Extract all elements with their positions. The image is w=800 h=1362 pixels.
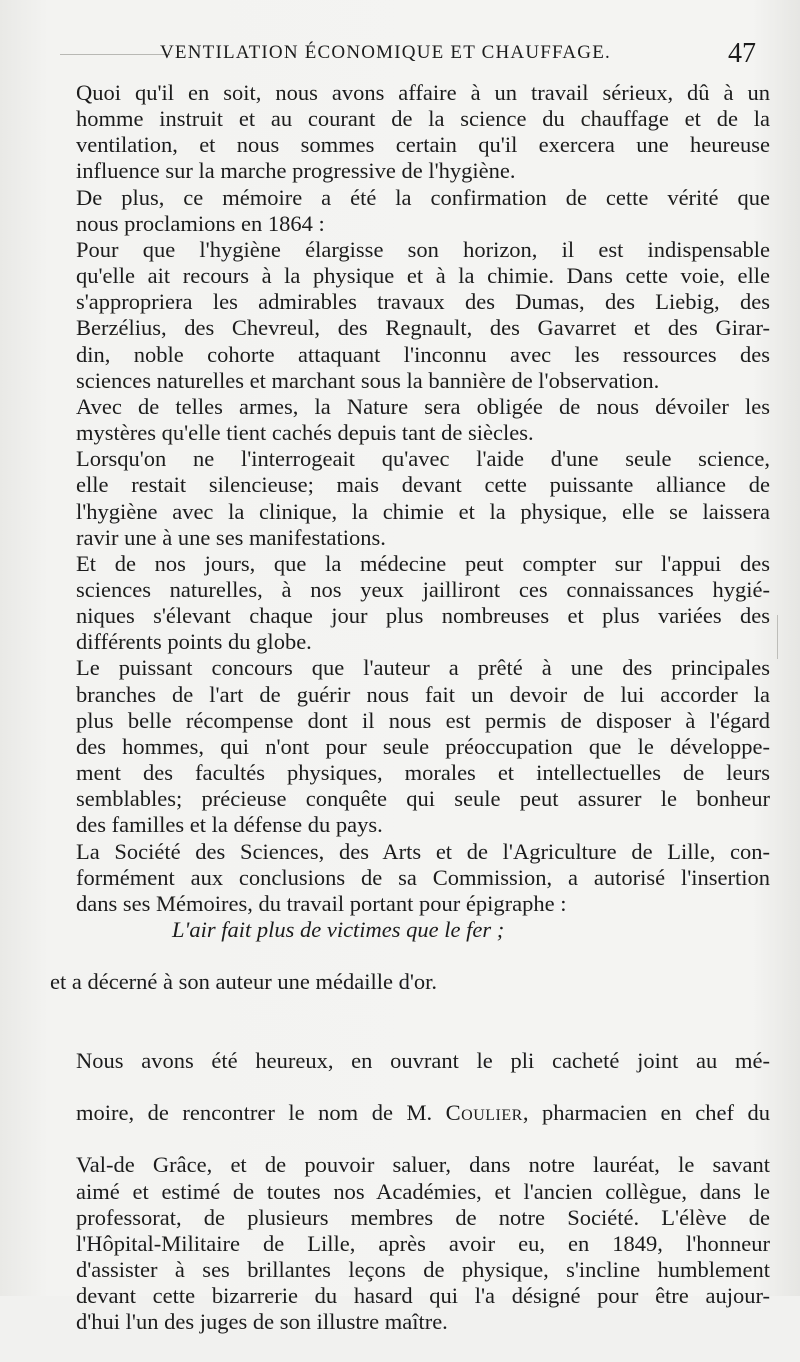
text-line: devant cette bizarrerie du hasard qui l'a désigné pour être aujour-: [76, 1283, 770, 1309]
text-line: l'hygiène avec la clinique, la chimie et la physique, elle se laissera: [76, 498, 770, 524]
final-paragraph-lines: [50, 1152, 770, 1335]
paragraph: [50, 237, 770, 394]
text-line: Le puissant concours que l'auteur a prêté à une des principales: [76, 655, 770, 681]
text-line: s'appropriera les admirables travaux des Dumas, des Liebig, des: [76, 289, 770, 315]
page-number: 47: [728, 38, 756, 69]
text-line: différents points du globe.: [76, 629, 312, 655]
paragraph-final: [50, 1022, 770, 1362]
text-line: ment des facultés physiques, morales et intellectuelles de leurs: [76, 760, 770, 786]
text-line: sciences naturelles et marchant sous la bannière de l'observation.: [76, 367, 660, 393]
text-line: Quoi qu'il en soit, nous avons affaire à un travail sérieux, dû à un: [76, 80, 770, 105]
text-line: Et de nos jours, que la médecine peut compter sur l'appui des: [76, 550, 770, 576]
paragraph: [50, 394, 770, 446]
header-rule: [60, 54, 170, 55]
text-line: niques s'élevant chaque jour plus nombreuses et plus variées des: [76, 603, 770, 629]
paragraph-continuation: [50, 943, 770, 1021]
running-title: VENTILATION ÉCONOMIQUE ET CHAUFFAGE.: [160, 42, 611, 63]
text-line: Lorsqu'on ne l'interrogeait qu'avec l'aide d'une seule science,: [76, 446, 770, 472]
text-line-with-name: [50, 1100, 770, 1126]
text-line: branches de l'art de guérir nous fait un devoir de lui accorder la: [76, 681, 770, 707]
text-line: Nous avons été heureux, en ouvrant le pli cacheté joint au mé-: [76, 1047, 770, 1073]
body-text: [50, 80, 770, 1362]
text-fragment: , pharmacien en chef du: [522, 1100, 771, 1126]
text-line: Berzélius, des Chevreul, des Regnault, des Gavarret et des Girar-: [76, 315, 770, 341]
text-line: formément aux conclusions de sa Commission, a autorisé l'insertion: [76, 864, 770, 890]
text-line: elle restait silencieuse; mais devant cette puissante alliance de: [76, 472, 770, 498]
text-line: ventilation, et nous sommes certain qu'il exercera une heureuse: [76, 132, 770, 158]
text-line: et a décerné à son auteur une médaille d'or.: [50, 969, 438, 995]
paragraph: [50, 839, 770, 917]
text-line: ravir une à une ses manifestations.: [76, 524, 386, 550]
paragraph: [50, 80, 770, 185]
text-line: Val-de Grâce, et de pouvoir saluer, dans notre lauréat, le savant: [76, 1152, 770, 1178]
text-line: La Société des Sciences, des Arts et de l'Agriculture de Lille, con-: [76, 838, 770, 864]
epigraph: L'air fait plus de victimes que le fer ;: [172, 917, 505, 942]
text-line: semblables; précieuse conquête qui seule peut assurer le bonheur: [76, 786, 770, 812]
text-line: d'assister à ses brillantes leçons de physique, s'incline humblement: [76, 1257, 770, 1283]
text-line: plus belle récompense dont il nous est permis de disposer à l'égard: [76, 707, 770, 733]
running-head: [60, 40, 760, 68]
text-line: din, noble cohorte attaquant l'inconnu avec les ressources des: [76, 341, 770, 367]
margin-mark: [777, 615, 778, 659]
paragraph-list: [50, 80, 770, 917]
text-line: des familles et la défense du pays.: [76, 812, 383, 838]
text-line: dans ses Mémoires, du travail portant pour épigraphe :: [76, 890, 567, 916]
text-line: influence sur la marche progressive de l'hygiène.: [76, 158, 516, 184]
text-line: Avec de telles armes, la Nature sera obligée de nous dévoiler les: [76, 393, 770, 419]
text-fragment: moire, de rencontrer le nom de M.: [76, 1100, 433, 1126]
text-line: l'Hôpital-Militaire de Lille, après avoir eu, en 1849, l'honneur: [76, 1230, 770, 1256]
paragraph: [50, 446, 770, 551]
text-line: aimé et estimé de toutes nos Académies, et l'ancien collègue, dans le: [76, 1178, 770, 1204]
text-line: nous proclamions en 1864 :: [76, 210, 325, 236]
paragraph: [50, 185, 770, 237]
text-line: d'hui l'un des juges de son illustre maître.: [76, 1309, 448, 1335]
text-line: sciences naturelles, à nos yeux jailliront ces connaissances hygié-: [76, 576, 770, 602]
text-line: des hommes, qui n'ont pour seule préoccupation que le développe-: [76, 733, 770, 759]
text-line: homme instruit et au courant de la science du chauffage et de la: [76, 106, 770, 132]
text-line: qu'elle ait recours à la physique et à la chimie. Dans cette voie, elle: [76, 263, 770, 289]
text-line: professorat, de plusieurs membres de notre Société. L'élève de: [76, 1204, 770, 1230]
text-line: De plus, ce mémoire a été la confirmation de cette vérité que: [76, 184, 770, 210]
paragraph: [50, 655, 770, 838]
text-line: Pour que l'hygiène élargisse son horizon, il est indispensable: [76, 236, 770, 262]
text-line: mystères qu'elle tient cachés depuis tant de siècles.: [76, 420, 534, 446]
paragraph: [50, 551, 770, 656]
author-name: Coulier: [445, 1100, 523, 1126]
